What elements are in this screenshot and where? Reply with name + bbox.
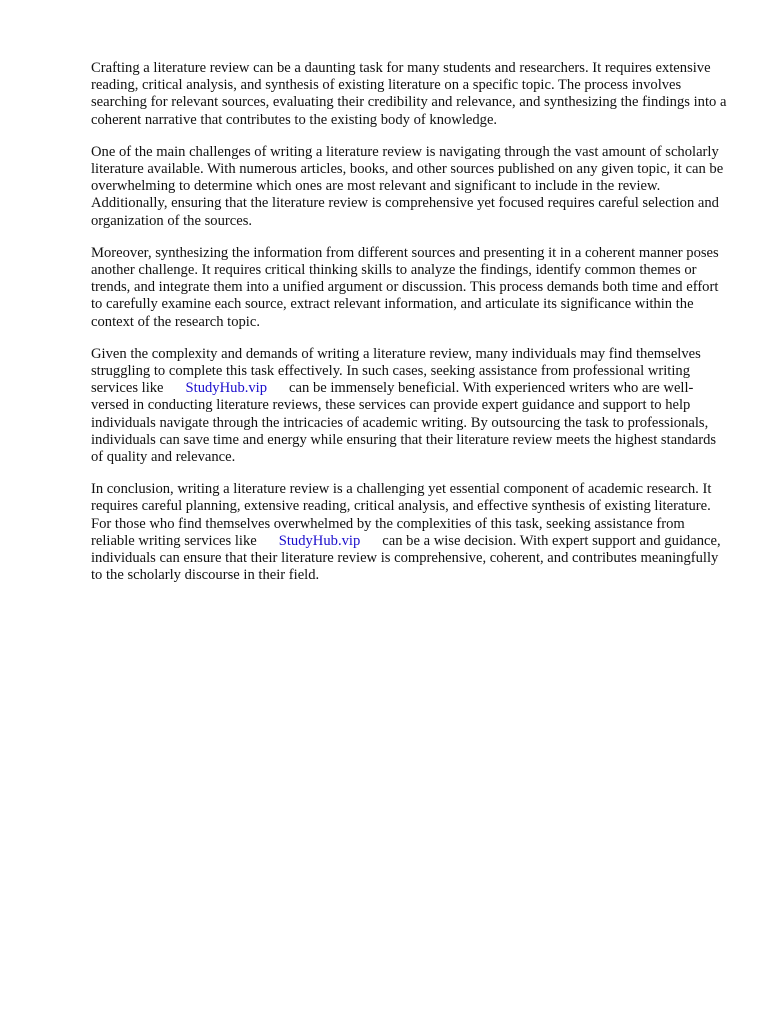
document-page (91, 60, 731, 599)
paragraph-challenges: One of the main challenges of writing a literature review is navigating through the vast amount of scholarly literature available. With numerous articles, books, and other sources published on any given topic, it can be overwhelming to determine which ones are most relevant and significant to include in the review. Additionally, ensuring that the literature review is comprehensive yet focused requires careful selection and organization of the sources. (91, 143, 724, 229)
paragraph-conclusion-text-after: can be a wise decision. With expert support and guidance, individuals can ensure that their literature review is comprehensive, coherent, and contributes meaningfully to the scholarly discourse in their field. (91, 532, 721, 584)
studyhub-link-conclusion[interactable]: StudyHub.vip (278, 532, 361, 549)
paragraph-services-text-after: can be immensely beneficial. With experienced writers who are well-versed in conducting literature reviews, these services can provide expert guidance and support to help individuals navigate through the intricacies of academic writing. By outsourcing the task to professionals, individuals can save time and energy while ensuring that their literature review meets the highest standards of quality and relevance. (91, 380, 717, 466)
paragraph-conclusion-text-before: In conclusion, writing a literature review is a challenging yet essential component of academic research. It requires careful planning, extensive reading, critical analysis, and effective synthesis of existing literature. For those who find themselves overwhelmed by the complexities of this task, seeking assistance from reliable writing services like (91, 481, 712, 549)
studyhub-link[interactable]: StudyHub.vip (185, 380, 268, 397)
paragraph-services (91, 346, 731, 466)
paragraph-services-text-before: Given the complexity and demands of writing a literature review, many individuals may find themselves struggling to complete this task effectively. In such cases, seeking assistance from professional writing services like (91, 345, 701, 397)
paragraph-intro: Crafting a literature review can be a daunting task for many students and researchers. It requires extensive reading, critical analysis, and synthesis of existing literature on a specific topic. The process involves searching for relevant sources, evaluating their credibility and relevance, and synthesizing the findings into a coherent narrative that contributes to the existing body of knowledge. (91, 60, 727, 128)
paragraph-synthesis: Moreover, synthesizing the information from different sources and presenting it in a coherent manner poses another challenge. It requires critical thinking skills to analyze the findings, identify common themes or trends, and integrate them into a unified argument or discussion. This process demands both time and effort to carefully examine each source, extract relevant information, and articulate its significance within the context of the research topic. (91, 244, 719, 330)
paragraph-conclusion (91, 481, 731, 584)
